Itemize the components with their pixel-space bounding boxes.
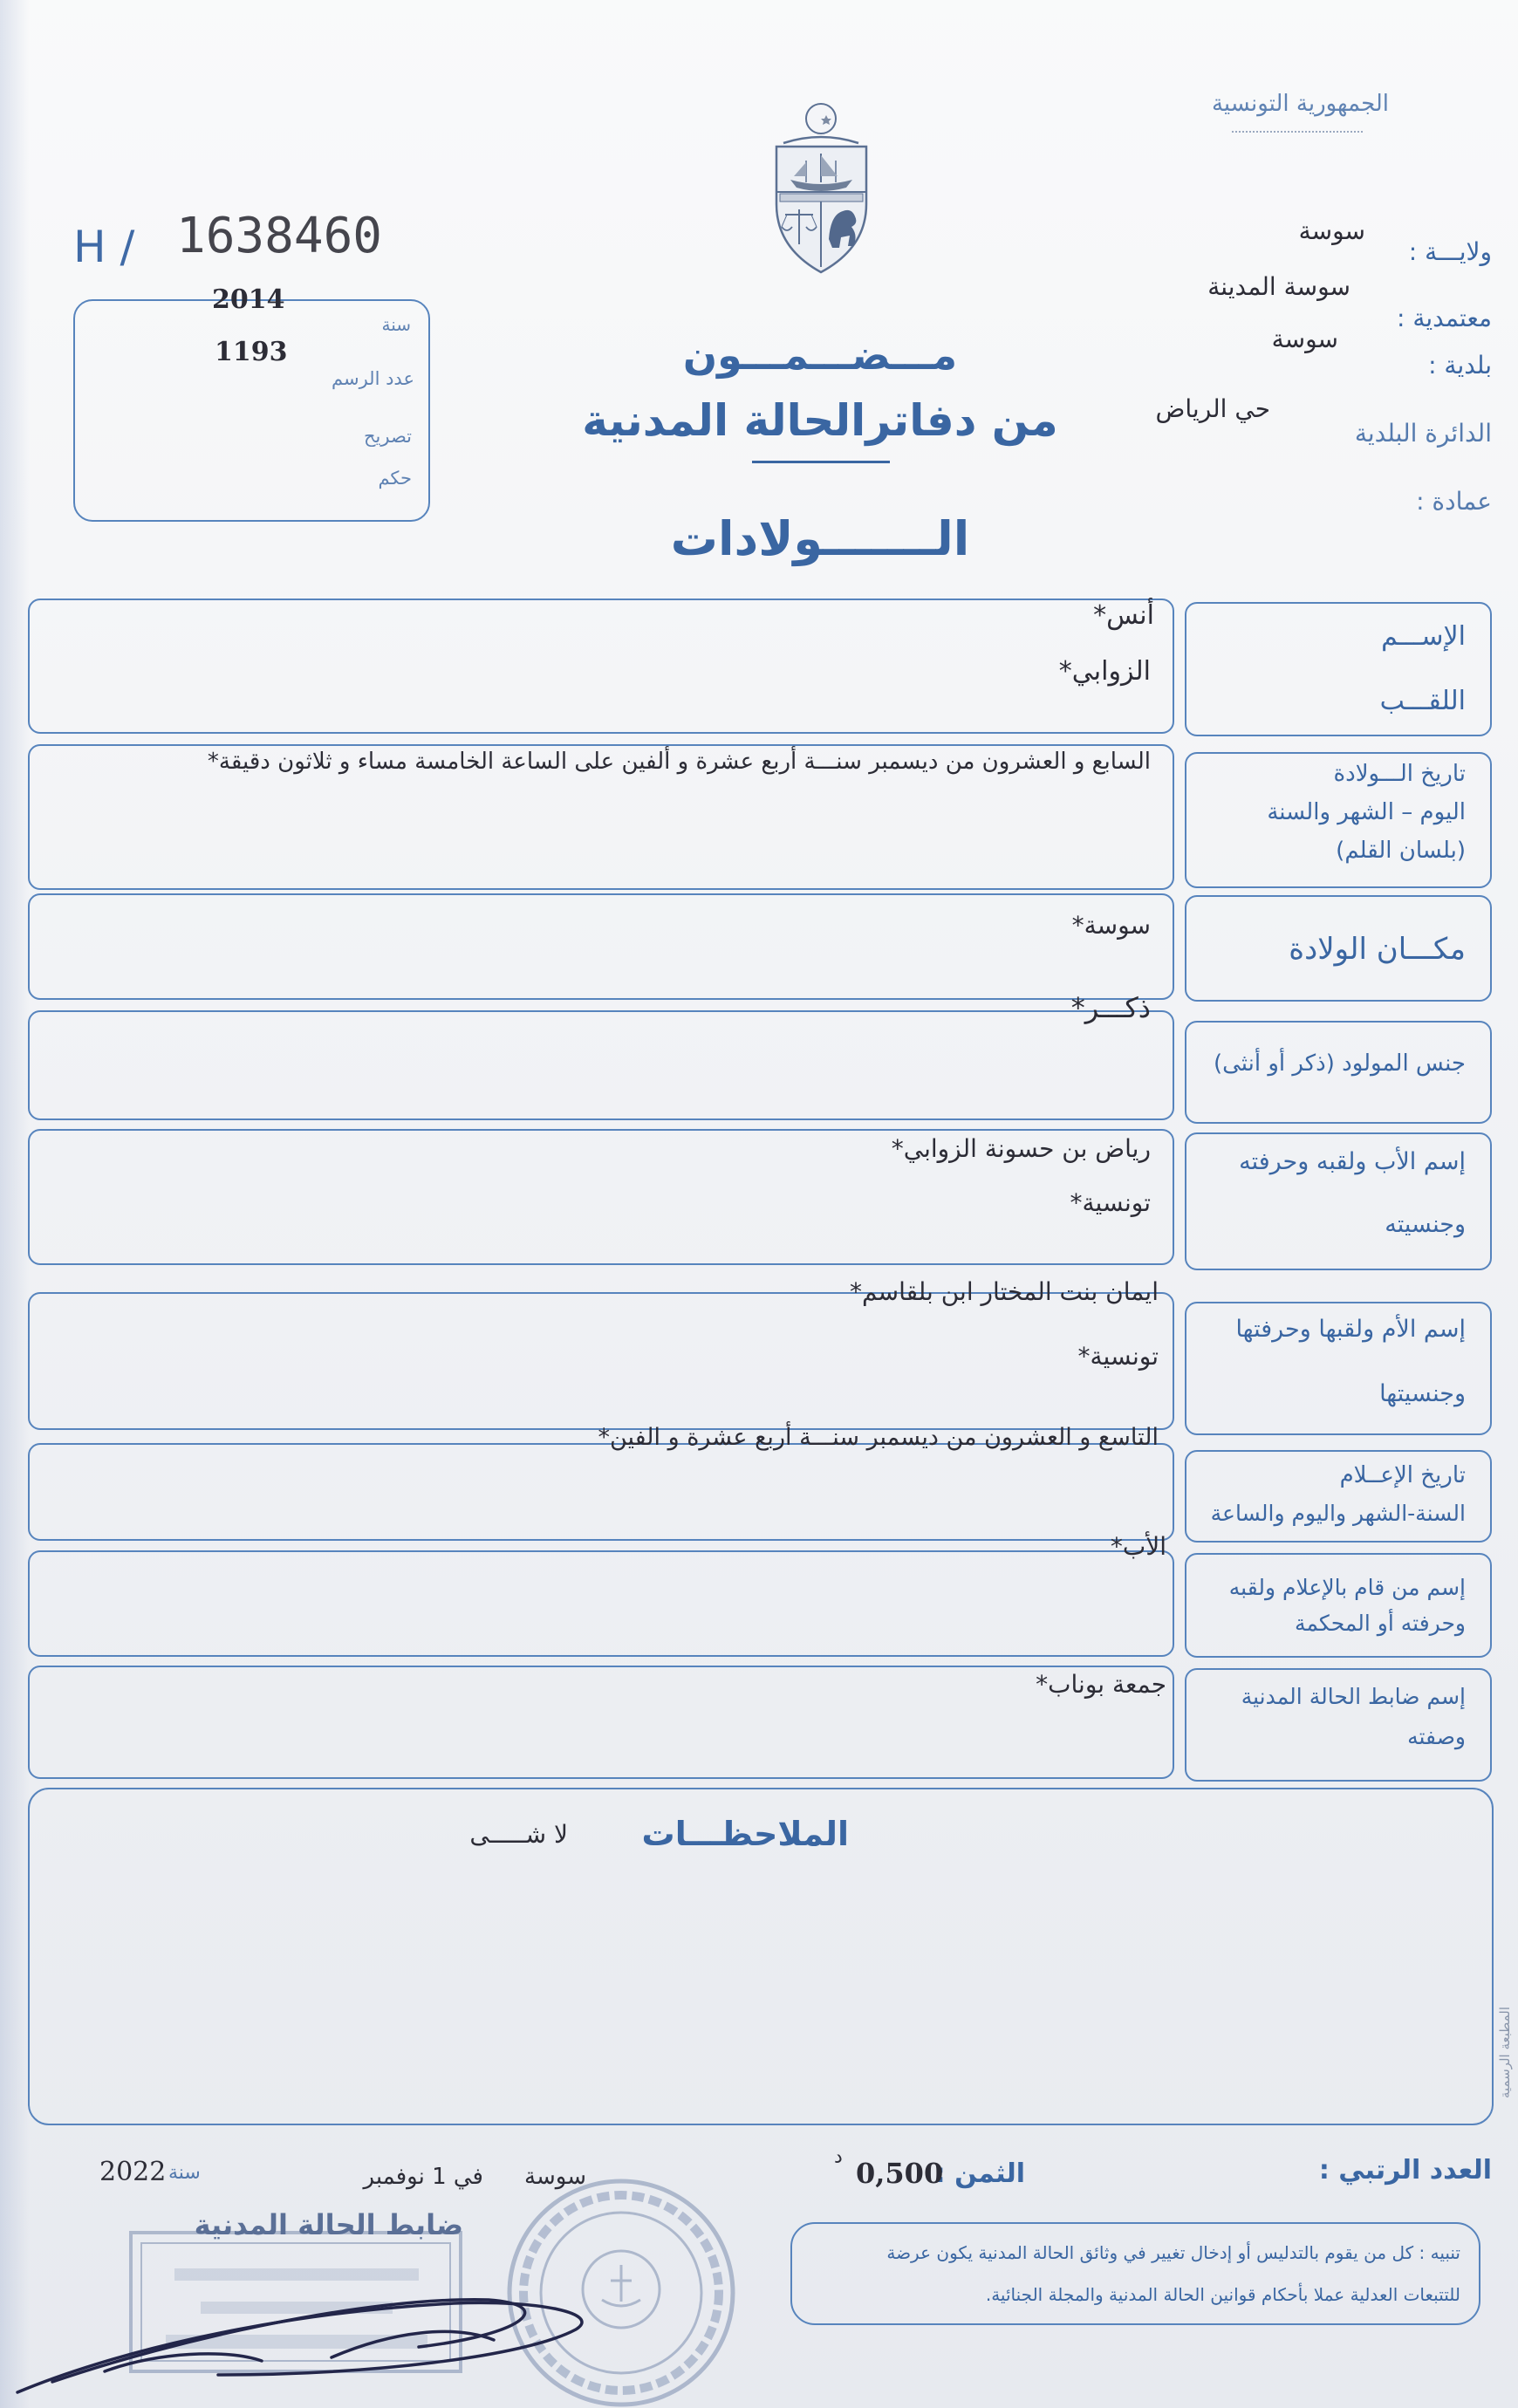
record-number-label: عدد الرسم [332, 368, 414, 389]
republic-heading: الجمهورية التونسية [1211, 91, 1389, 117]
row-sex-value-box [28, 1010, 1174, 1120]
judgment-label: حكم [378, 468, 412, 489]
declaration-date-label: تاريخ الإعــلام [1339, 1462, 1466, 1488]
issue-date: في 1 نوفمبر [363, 2164, 483, 2190]
price-label: الثمن : [934, 2158, 1025, 2189]
row-mother-value-box [28, 1292, 1174, 1430]
baladia-value: سوسة [1271, 325, 1338, 353]
issue-year-label: سنة [168, 2162, 201, 2184]
serial-number: 1638460 [176, 208, 383, 264]
registrar-label: إسم ضابط الحالة المدنية [1241, 1684, 1466, 1709]
first-name-label: الإســـم [1381, 621, 1466, 652]
daira-value: حي الرياض [1155, 394, 1270, 423]
title-underline [752, 461, 890, 463]
mootamadia-label: معتمدية : [1397, 304, 1492, 332]
record-year-label: سنة [381, 314, 411, 335]
first-name-value: أنس* [1093, 600, 1154, 631]
wilaya-value: سوسة [1298, 216, 1365, 245]
mother-name-value: ايمان بنت المختار ابن بلقاسم* [849, 1277, 1159, 1306]
republic-underline [1232, 131, 1363, 133]
remarks-label: الملاحظـــات [641, 1815, 849, 1853]
remarks-value: لا شـــــى [469, 1820, 568, 1849]
birthplace-value: سوسة* [1071, 911, 1151, 940]
father-nationality-value: تونسية* [1070, 1188, 1151, 1217]
declaration-date-sublabel: السنة-الشهر واليوم والساعة [1210, 1501, 1466, 1526]
row-declaration-date-value-box [28, 1443, 1174, 1541]
legal-notice-line1: تنبيه : كل من يقوم بالتدليس أو إدخال تغيير في وثائق الحالة المدنية يكون عرضة [886, 2242, 1460, 2263]
price-currency: د [834, 2146, 843, 2168]
row-name-value-box [28, 599, 1174, 734]
birthdate-value: السابع و العشرون من ديسمبر سنـــة أربع عشرة و ألفين على الساعة الخامسة مساء و ثلاثون دقيقة* [207, 749, 1151, 775]
declarant-label: إسم من قام بالإعلام ولقبه [1228, 1575, 1466, 1600]
declaration-label: تصريح [363, 426, 412, 447]
serial-prefix: H / [73, 222, 135, 272]
round-seal-stamp-icon [509, 2181, 733, 2405]
father-nationality-label: وجنسيته [1385, 1211, 1466, 1238]
price-value: 0,500 [856, 2157, 944, 2190]
mother-nationality-label: وجنسيتها [1379, 1380, 1466, 1407]
declarant-value: الأب* [1110, 1532, 1166, 1561]
document-title-line1: مـــضـــمـــون [682, 332, 958, 379]
row-declarant-label-box [1185, 1553, 1492, 1658]
stamps-and-signature [0, 2094, 872, 2408]
sex-value: ذكـــر* [1070, 991, 1151, 1024]
registrar-sublabel: وصفته [1407, 1724, 1466, 1749]
father-label: إسم الأب ولقبه وحرفته [1239, 1148, 1466, 1175]
printer-mark: المطبعة الرسمية [1497, 2007, 1513, 2099]
birthdate-words-note: (بلسان القلم) [1336, 838, 1466, 864]
tunisia-coat-of-arms-icon [768, 99, 875, 277]
legal-notice-line2: للتتبعات العدلية عملا بأحكام قوانين الحالة المدنية والمجلة الجنائية. [985, 2284, 1460, 2305]
legal-notice-box [790, 2222, 1480, 2325]
issue-place: سوسة [524, 2164, 586, 2190]
officer-title: ضابط الحالة المدنية [194, 2208, 463, 2241]
declaration-date-value: التاسع و العشرون من ديسمبر سنـــة أربع عشرة و الفين* [598, 1424, 1159, 1451]
surname-label: اللقـــب [1379, 686, 1466, 716]
mootamadia-value: سوسة المدينة [1207, 272, 1350, 301]
surname-value: الزوابي* [1058, 656, 1151, 687]
record-box [73, 299, 430, 522]
record-year-value: 2014 [212, 284, 285, 315]
daira-label: الدائرة البلدية [1354, 419, 1492, 448]
serial-number-label: العدد الرتبي : [1318, 2155, 1492, 2186]
declarant-sublabel: وحرفته أو المحكمة [1295, 1611, 1466, 1636]
issue-year-value: 2022 [99, 2157, 167, 2187]
section-title-births: الـــــــولادات [670, 511, 970, 566]
row-birthplace-value-box [28, 893, 1174, 1000]
father-name-value: رياض بن حسونة الزوابي* [891, 1134, 1151, 1163]
registrar-value: جمعة بوناب* [1036, 1670, 1166, 1699]
row-registrar-value-box [28, 1666, 1174, 1779]
record-number-value: 1193 [215, 337, 288, 367]
birthplace-label: مكـــان الولادة [1289, 932, 1466, 967]
birthdate-sublabel: اليوم – الشهر والسنة [1267, 799, 1466, 825]
mother-nationality-value: تونسية* [1077, 1342, 1159, 1371]
mother-label: إسم الأم ولقبها وحرفتها [1235, 1316, 1466, 1343]
imada-label: عمادة : [1416, 487, 1492, 516]
baladia-label: بلدية : [1428, 351, 1492, 380]
birthdate-label: تاريخ الـــولادة [1333, 761, 1466, 787]
row-declarant-value-box [28, 1550, 1174, 1657]
wilaya-label: ولايـــة : [1408, 237, 1492, 266]
sex-label: جنس المولود (ذكر أو أنثى) [1213, 1050, 1466, 1077]
document-title-line2: من دفاترالحالة المدنية [582, 395, 1058, 446]
